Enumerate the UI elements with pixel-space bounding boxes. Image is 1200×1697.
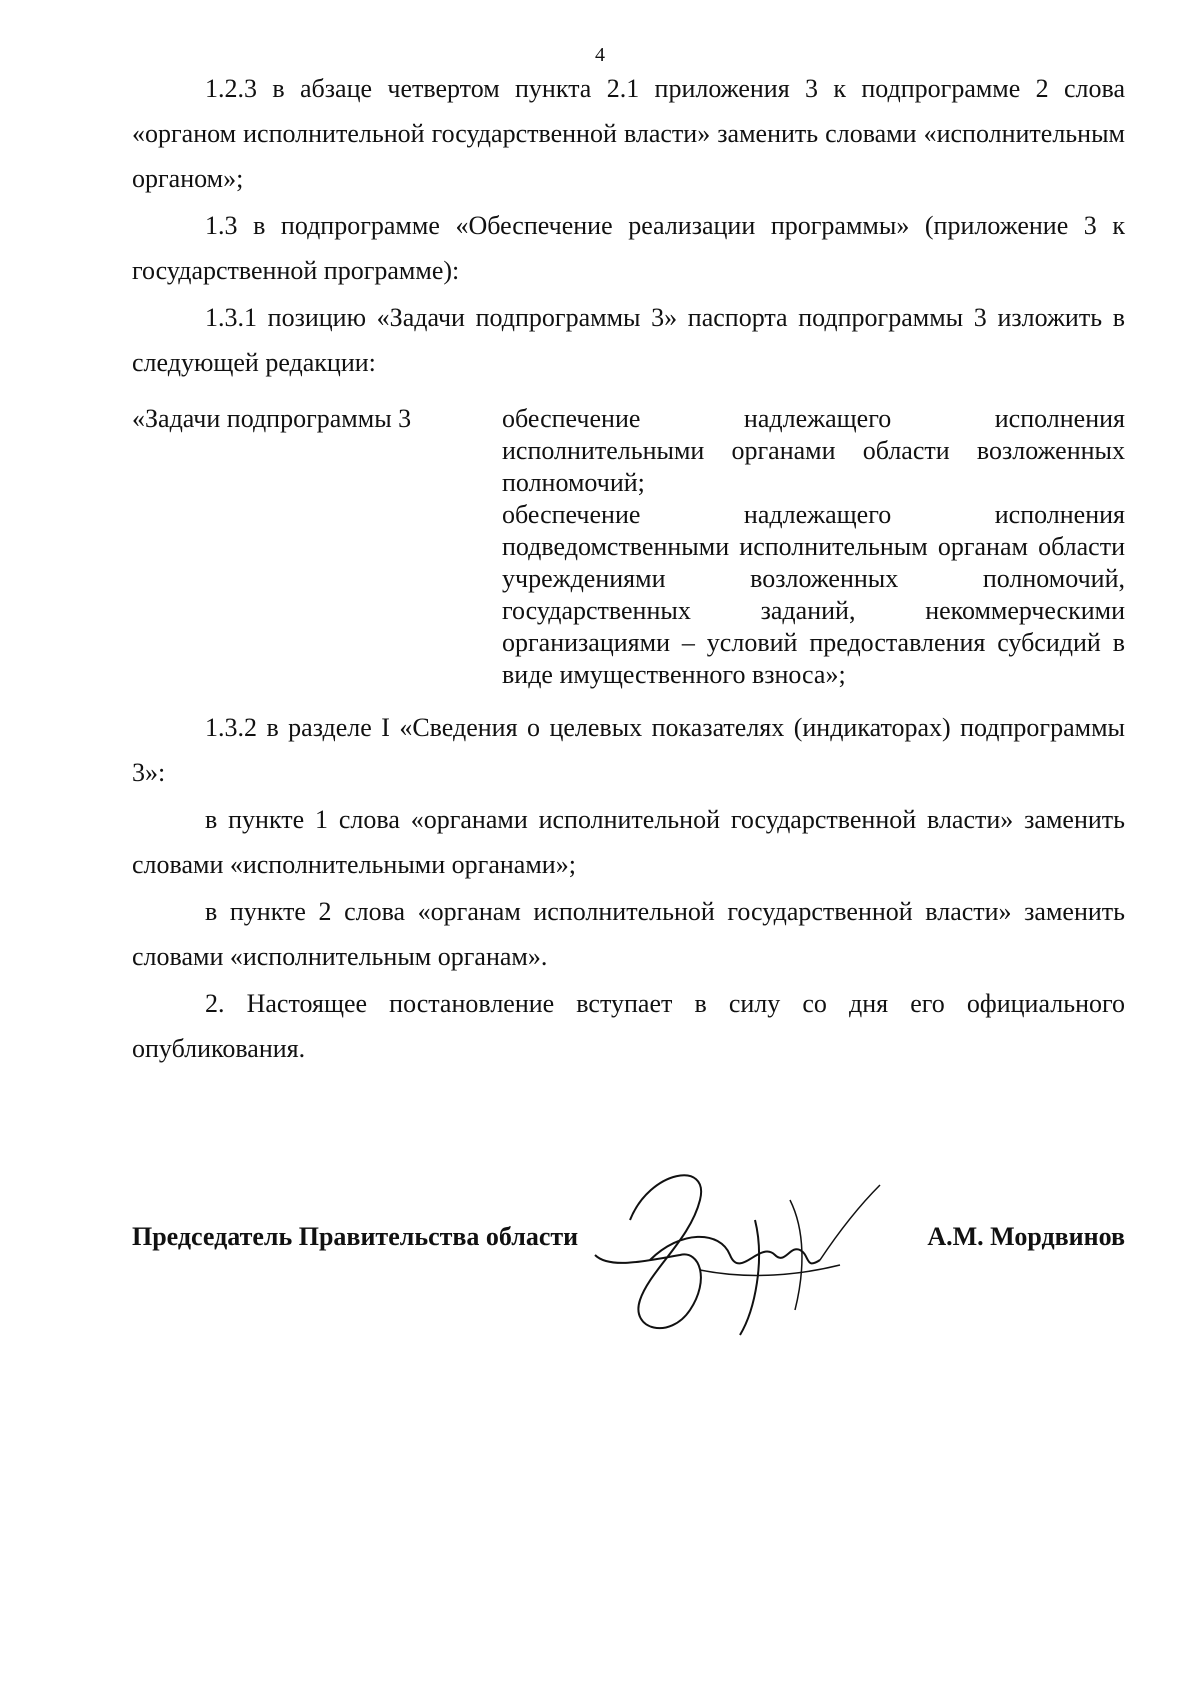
signatory-position: Председатель Правительства области: [132, 1222, 579, 1251]
signatory-name: А.М. Мордвинов: [927, 1222, 1125, 1251]
paragraph-2-effective: 2. Настоящее постановление вступает в силу со дня его официального опубликования.: [132, 989, 1125, 1063]
signature-block: [132, 1222, 1125, 1252]
paragraph-1-3: 1.3 в подпрограмме «Обеспечение реализации программы» (приложение 3 к государственной программе):: [132, 211, 1125, 285]
paragraph-point-1: в пункте 1 слова «органами исполнительной государственной власти» заменить словами «исполнительными органами»;: [132, 805, 1125, 879]
passport-tasks-row: [132, 397, 1125, 691]
paragraph-1-2-3: 1.2.3 в абзаце четвертом пункта 2.1 приложения 3 к подпрограмме 2 слова «органом исполнительной государственной власти» заменить словами «исполнительным органом»;: [132, 74, 1125, 193]
passport-tasks-label: «Задачи подпрограммы 3: [132, 404, 412, 433]
handwritten-signature: [590, 1160, 930, 1360]
passport-task-2: обеспечение надлежащего исполнения подведомственными исполнительным органам области учреждениями возложенных полномочий, государственных заданий, некоммерческими организациями – условий предоставления субсидий в виде имущественного взноса»;: [502, 500, 1125, 689]
paragraph-point-2: в пункте 2 слова «органам исполнительной государственной власти» заменить словами «исполнительным органам».: [132, 897, 1125, 971]
paragraph-1-3-2: 1.3.2 в разделе I «Сведения о целевых показателях (индикаторах) подпрограммы 3»:: [132, 713, 1125, 787]
passport-tasks-value: [502, 397, 1125, 691]
paragraph-1-3-1: 1.3.1 позицию «Задачи подпрограммы 3» паспорта подпрограммы 3 изложить в следующей редакции:: [132, 303, 1125, 377]
page-number: 4: [595, 44, 605, 66]
document-body: [132, 66, 1125, 1073]
passport-task-1: обеспечение надлежащего исполнения исполнительными органами области возложенных полномочий;: [502, 404, 1125, 497]
